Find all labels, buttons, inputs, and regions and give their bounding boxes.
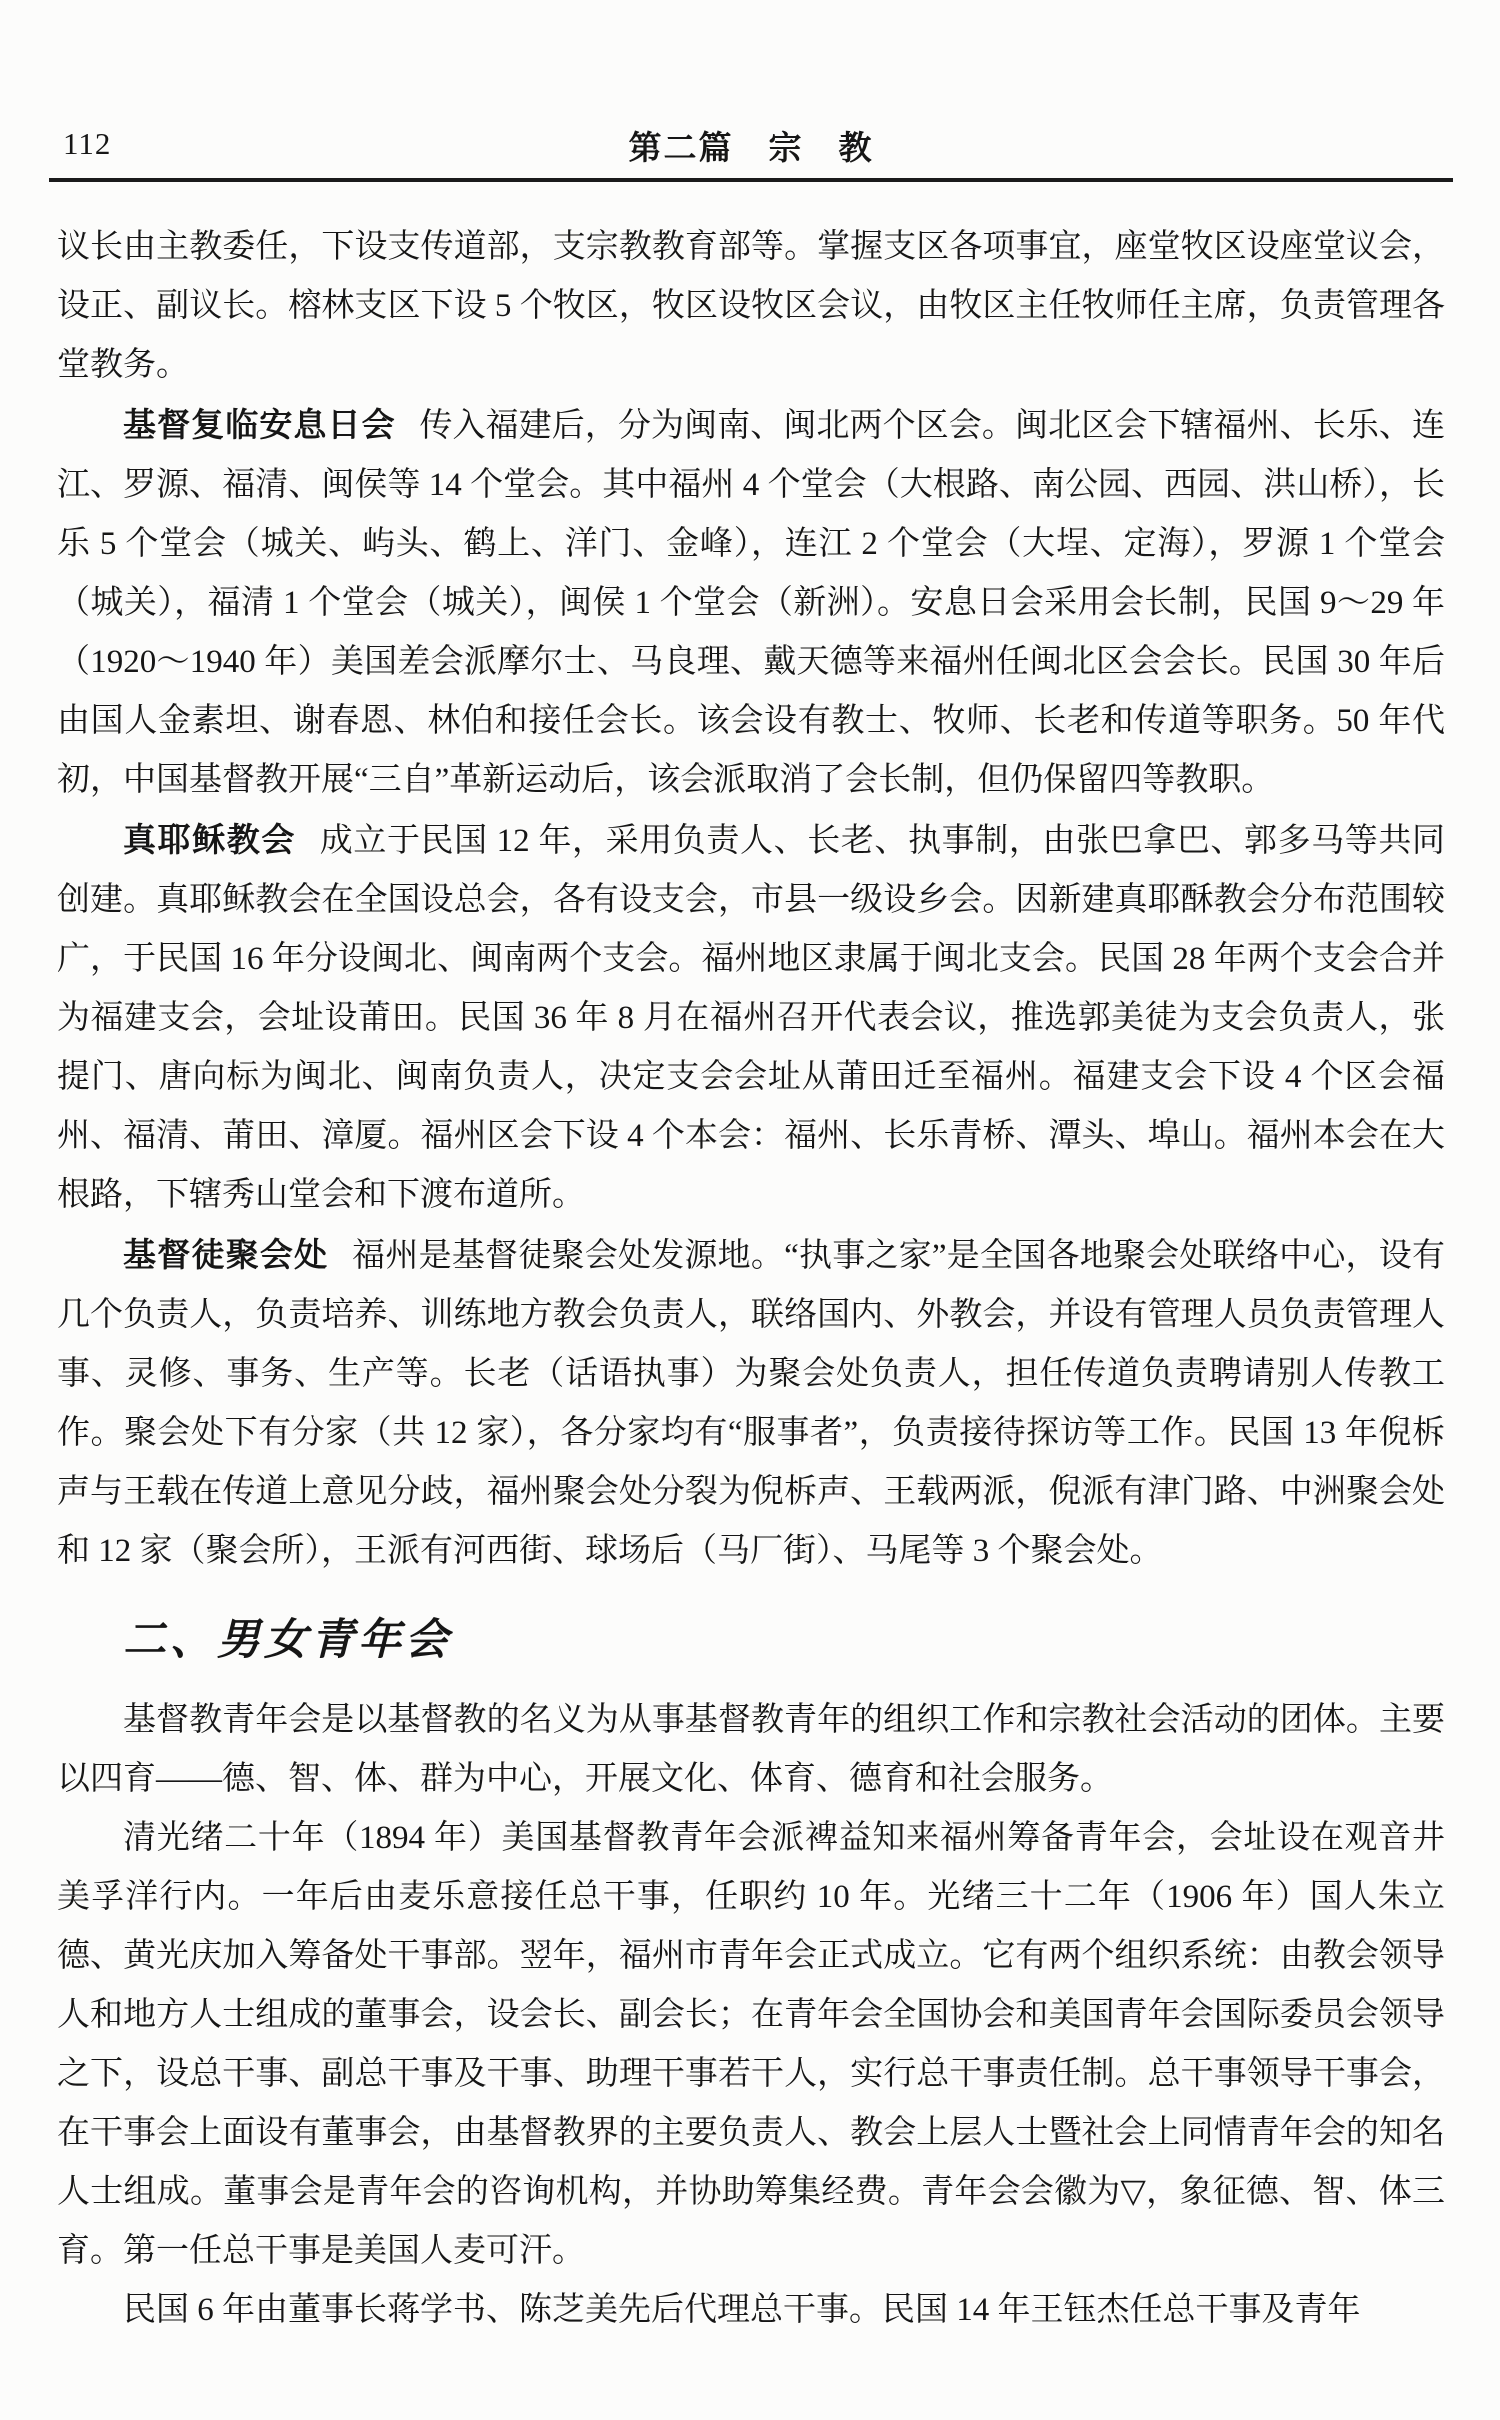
paragraph-true-jesus-church — [57, 810, 1445, 1225]
term-christian-assembly: 基督徒聚会处 — [123, 1236, 329, 1273]
paragraph-text: 基督教青年会是以基督教的名义为从事基督教青年的组织工作和宗教社会活动的团体。主要以四育——德、智、体、群为中心，开展文化、体育、德育和社会服务。 — [57, 1702, 1445, 1797]
paragraph-text: 成立于民国 12 年，采用负责人、长老、执事制，由张巴拿巴、郭多马等共同创建。真耶稣教会在全国设总会，各有设支会，市县一级设乡会。因新建真耶酥教会分布范围较广，于民国 16 年分设闽北、闽南两个支会。福州地区隶属于闽北支会。民国 28 年两个支会合并为福建支会，会址设莆田。民国 36 年 8 月在福州召开代表会议，推选郭美徒为支会负责人，张提门、唐向标为闽北、闽南负责人，决定支会会址从莆田迁至福州。福建支会下设 4 个区会福州、福清、莆田、漳厦。福州区会下设 4 个本会：福州、长乐青桥、潭头、埠山。福州本会在大根路，下辖秀山堂会和下渡布道所。 — [57, 823, 1446, 1213]
paragraph-text: 福州是基督徒聚会处发源地。“执事之家”是全国各地聚会处联络中心，设有几个负责人，负责培养、训练地方教会负责人，联络国内、外教会，并设有管理人员负责管理人事、灵修、事务、生产等。长老（话语执事）为聚会处负责人，担任传道负责聘请别人传教工作。聚会处下有分家（共 12 家），各分家均有“服事者”，负责接待探访等工作。民国 13 年倪柝声与王载在传道上意见分歧，福州聚会处分裂为倪柝声、王载两派，倪派有津门路、中洲聚会处和 12 家（聚会所），王派有河西街、球场后（马厂街）、马尾等 3 个聚会处。 — [57, 1238, 1446, 1569]
header-rule — [49, 178, 1453, 182]
term-true-jesus-church: 真耶稣教会 — [123, 821, 296, 858]
paragraph-seventh-day-adventist — [57, 395, 1445, 810]
page-header — [57, 118, 1445, 167]
paragraph-ymca-history — [57, 1809, 1445, 2281]
section-heading-ymca-ywca: 二、男女青年会 — [123, 1617, 452, 1664]
page-body — [57, 218, 1445, 2340]
term-seventh-day-adventist: 基督复临安息日会 — [123, 406, 396, 443]
paragraph-text: 议长由主教委任，下设支传道部，支宗教教育部等。掌握支区各项事宜，座堂牧区设座堂议会，设正、副议长。榕林支区下设 5 个牧区，牧区设牧区会议，由牧区主任牧师任主席，负责管理各堂教务。 — [57, 229, 1445, 383]
paragraph-ymca-directors — [57, 2281, 1445, 2340]
paragraph-text: 传入福建后，分为闽南、闽北两个区会。闽北区会下辖福州、长乐、连江、罗源、福清、闽侯等 14 个堂会。其中福州 4 个堂会（大根路、南公园、西园、洪山桥），长乐 5 个堂会（城关、屿头、鹤上、洋门、金峰），连江 2 个堂会（大埕、定海），罗源 1 个堂会（城关），福清 1 个堂会（城关），闽侯 1 个堂会（新洲）。安息日会采用会长制，民国 9～29 年（1920～1940 年）美国差会派摩尔士、马良理、戴天德等来福州任闽北区会会长。民国 30 年后由国人金素坦、谢春恩、林伯和接任会长。该会设有教士、牧师、长老和传道等职务。50 年代初，中国基督教开展“三自”革新运动后，该会派取消了会长制，但仍保留四等教职。 — [57, 408, 1446, 798]
chapter-title: 第二篇 宗 教 — [628, 131, 874, 167]
page-number: 112 — [63, 126, 112, 161]
paragraph-diocese-continuation — [57, 218, 1445, 395]
paragraph-christian-assembly — [57, 1225, 1445, 1581]
paragraph-text: 清光绪二十年（1894 年）美国基督教青年会派裨益知来福州筹备青年会，会址设在观音井美孚洋行内。一年后由麦乐意接任总干事，任职约 10 年。光绪三十二年（1906 年）国人朱立德、黄光庆加入筹备处干事部。翌年，福州市青年会正式成立。它有两个组织系统：由教会领导人和地方人士组成的董事会，设会长、副会长；在青年会全国协会和美国青年会国际委员会领导之下，设总干事、副总干事及干事、助理干事若干人，实行总干事责任制。总干事领导干事会，在干事会上面设有董事会，由基督教界的主要负责人、教会上层人士暨社会上同情青年会的知名人士组成。董事会是青年会的咨询机构，并协助筹集经费。青年会会徽为▽，象征德、智、体三育。第一任总干事是美国人麦可汗。 — [57, 1820, 1445, 2269]
paragraph-ymca-intro — [57, 1691, 1445, 1809]
paragraph-text: 民国 6 年由董事长蒋学书、陈芝美先后代理总干事。民国 14 年王钰杰任总干事及青年 — [123, 2292, 1361, 2328]
